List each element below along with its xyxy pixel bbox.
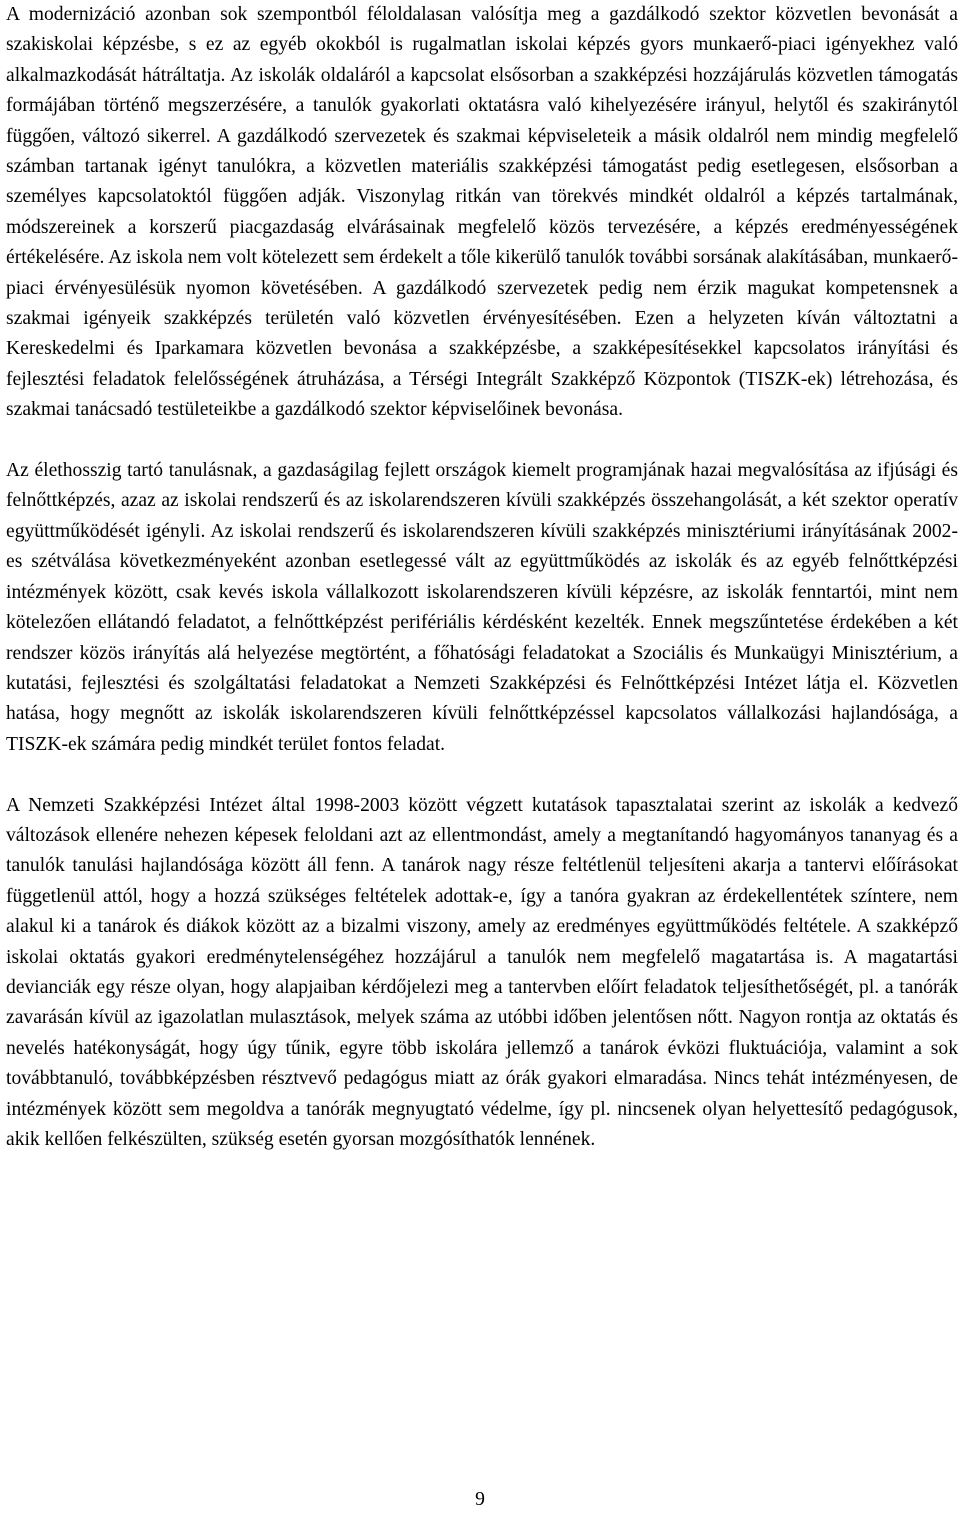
page-number: 9	[475, 1489, 485, 1510]
paragraph-2: Az élethosszig tartó tanulásnak, a gazdaságilag fejlett országok kiemelt programjának hazai megvalósítása az ifjúsági és felnőttképzés, azaz az iskolai rendszerű és az iskolarendszeren kívüli szakképzés összehangolását, a két szektor operatív együttműködését igényli. Az iskolai rendszerű és iskolarendszeren kívüli szakképzés minisztériumi irányításának 2002-es szétválása következményeként azonban esetlegessé vált az együttműködés az iskolák és az egyéb felnőttképzési intézmények között, csak kevés iskola vállalkozott iskolarendszeren kívüli képzésre, az iskolák fenntartói, mint nem kötelezően ellátandó feladatot, a felnőttképzést perifériális kérdésként kezelték. Ennek megszűntetése érdekében a két rendszer közös irányítás alá helyezése megtörtént, a főhatósági feladatokat a Szociális és Munkaügyi Minisztérium, a kutatási, fejlesztési és szolgáltatási feladatokat a Nemzeti Szakképzési és Felnőttképzési Intézet látja el. Közvetlen hatása, hogy megnőtt az iskolák iskolarendszeren kívüli felnőttképzéssel kapcsolatos vállalkozási hajlandósága, a TISZK-ek számára pedig mindkét terület fontos feladat.	[6, 460, 958, 755]
document-page	[6, 0, 958, 1155]
paragraph-3: A Nemzeti Szakképzési Intézet által 1998-2003 között végzett kutatások tapasztalatai szerint az iskolák a kedvező változások ellenére nehezen képesek feloldani azt az ellentmondást, amely a megtanítandó hagyományos tananyag és a tanulók tanulási hajlandósága között áll fenn. A tanárok nagy része feltétlenül teljesíteni akarja a tantervi előírásokat függetlenül attól, hogy a hozzá szükséges feltételek adottak-e, így a tanóra gyakran az érdekellentétek színtere, nem alakul ki a tanárok és diákok között az a bizalmi viszony, amely az eredményes együttműködés feltétele. A szakképző iskolai oktatás gyakori eredménytelenségéhez hozzájárul a tanulók nem megfelelő magatartása is. A magatartási devianciák egy része olyan, hogy alapjaiban kérdőjelezi meg a tantervben előírt feladatok teljesíthetőségét, pl. a tanórák zavarásán kívül az igazolatlan mulasztások, melyek száma az utóbbi időben jelentősen nőtt. Nagyon rontja az oktatás és nevelés hatékonyságát, hogy úgy tűnik, egyre több iskolára jellemző a tanárok évközi fluktuációja, valamint a sok továbbtanuló, továbbképzésben résztvevő pedagógus miatt az órák gyakori elmaradása. Nincs tehát intézményesen, de intézmények között sem megoldva a tanórák megnyugtató védelme, így pl. nincsenek olyan helyettesítő pedagógusok, akik kellően felkészülten, szükség esetén gyorsan mozgósíthatók lennének.	[6, 794, 958, 1150]
paragraph-1: A modernizáció azonban sok szempontból féloldalasan valósítja meg a gazdálkodó szektor közvetlen bevonását a szakiskolai képzésbe, s ez az egyéb okokból is rugalmatlan iskolai képzés gyors munkaerő-piaci igényekhez való alkalmazkodását hátráltatja. Az iskolák oldaláról a kapcsolat elsősorban a szakképzési hozzájárulás közvetlen támogatás formájában történő megszerzésére, a tanulók gyakorlati oktatásra való kihelyezésére irányul, helytől és szakiránytól függően, változó sikerrel. A gazdálkodó szervezetek és szakmai képviseleteik a másik oldalról nem mindig megfelelő számban tartanak igényt tanulókra, a közvetlen materiális szakképzési támogatást pedig esetlegesen, elsősorban a személyes kapcsolatoktól függően adják. Viszonylag ritkán van törekvés mindkét oldalról a képzés tartalmának, módszereinek a korszerű piacgazdaság elvárásainak megfelelő közös tervezésére, a képzés eredményességének értékelésére. Az iskola nem volt kötelezett sem érdekelt a tőle kikerülő tanulók további sorsának alakításában, munkaerő-piaci érvényesülésük nyomon követésében. A gazdálkodó szervezetek pedig nem érzik magukat kompetensnek a szakmai igényeik szakképzés területén való közvetlen érvényesítésében. Ezen a helyzeten kíván változtatni a Kereskedelmi és Iparkamara közvetlen bevonása a szakképzésbe, a szakképesítésekkel kapcsolatos irányítási és fejlesztési feladatok felelősségének átruházása, a Térségi Integrált Szakképző Központok (TISZK-ek) létrehozása, és szakmai tanácsadó testületeikbe a gazdálkodó szektor képviselőinek bevonása.	[6, 4, 958, 421]
